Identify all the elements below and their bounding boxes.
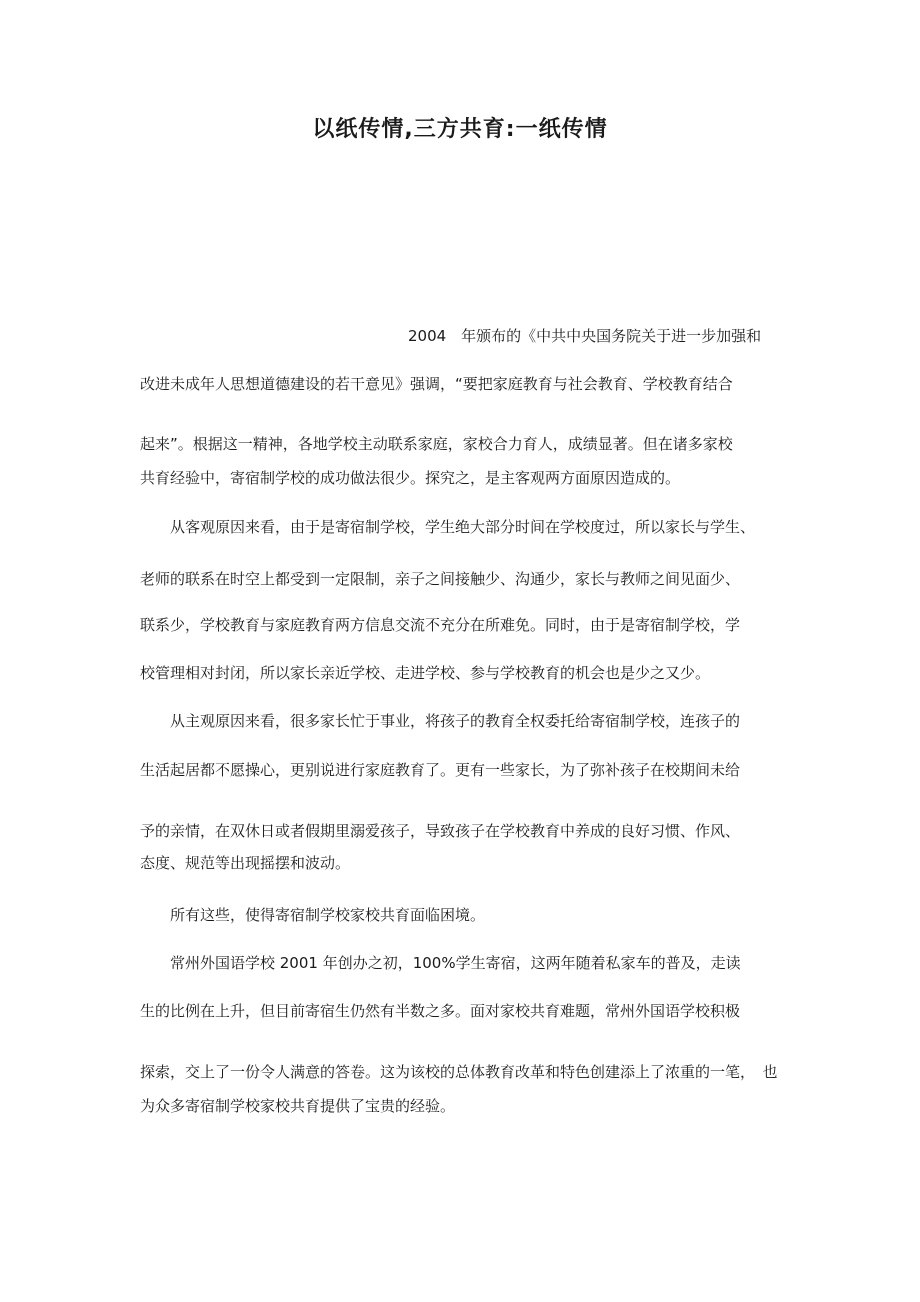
text-line: 所有这些，使得寄宿制学校家校共育面临困境。 (170, 906, 486, 924)
text-line: 改进未成年人思想道德建设的若干意见》强调，“要把家庭教育与社会教育、学校教育结合 (140, 375, 733, 393)
text-line: 从主观原因来看，很多家长忙于事业，将孩子的教育全权委托给寄宿制学校，连孩子的 (170, 712, 741, 730)
text-line: 校管理相对封闭，所以家长亲近学校、走进学校、参与学校教育的机会也是少之又少。 (140, 664, 711, 682)
text-line: 予的亲情，在双休日或者假期里溺爱孩子，导致孩子在学校教育中养成的良好习惯、作风、 (140, 822, 741, 840)
text-line: 从客观原因来看，由于是寄宿制学校，学生绝大部分时间在学校度过，所以家长与学生、 (170, 518, 756, 536)
text-line: 生的比例在上升，但目前寄宿生仍然有半数之多。面对家校共育难题，常州外国语学校积极 (140, 1002, 741, 1020)
text-line: 2004 年颁布的《中共中央国务院关于进一步加强和 (408, 327, 762, 345)
text-line: 探索，交上了一份令人满意的答卷。这为该校的总体教育改革和特色创建添上了浓重的一笔， 也 (140, 1063, 778, 1081)
text-line: 态度、规范等出现摇摆和波动。 (140, 854, 351, 872)
text-line: 共育经验中，寄宿制学校的成功做法很少。探究之，是主客观两方面原因造成的。 (140, 469, 681, 487)
text-line: 起来”。根据这一精神，各地学校主动联系家庭，家校合力育人，成绩显著。但在诸多家校 (140, 435, 733, 453)
text-line: 生活起居都不愿操心，更别说进行家庭教育了。更有一些家长，为了弥补孩子在校期间未给 (140, 761, 741, 779)
text-line: 常州外国语学校 2001 年创办之初，100%学生寄宿，这两年随着私家车的普及，走读 (170, 954, 741, 972)
text-line: 联系少，学校教育与家庭教育两方信息交流不充分在所难免。同时，由于是寄宿制学校，学 (140, 616, 741, 634)
text-line: 老师的联系在时空上都受到一定限制，亲子之间接触少、沟通少，家长与教师之间见面少、 (140, 570, 741, 588)
document-title: 以纸传情,三方共育:一纸传情 (312, 117, 608, 142)
text-line: 为众多寄宿制学校家校共育提供了宝贵的经验。 (140, 1097, 456, 1115)
